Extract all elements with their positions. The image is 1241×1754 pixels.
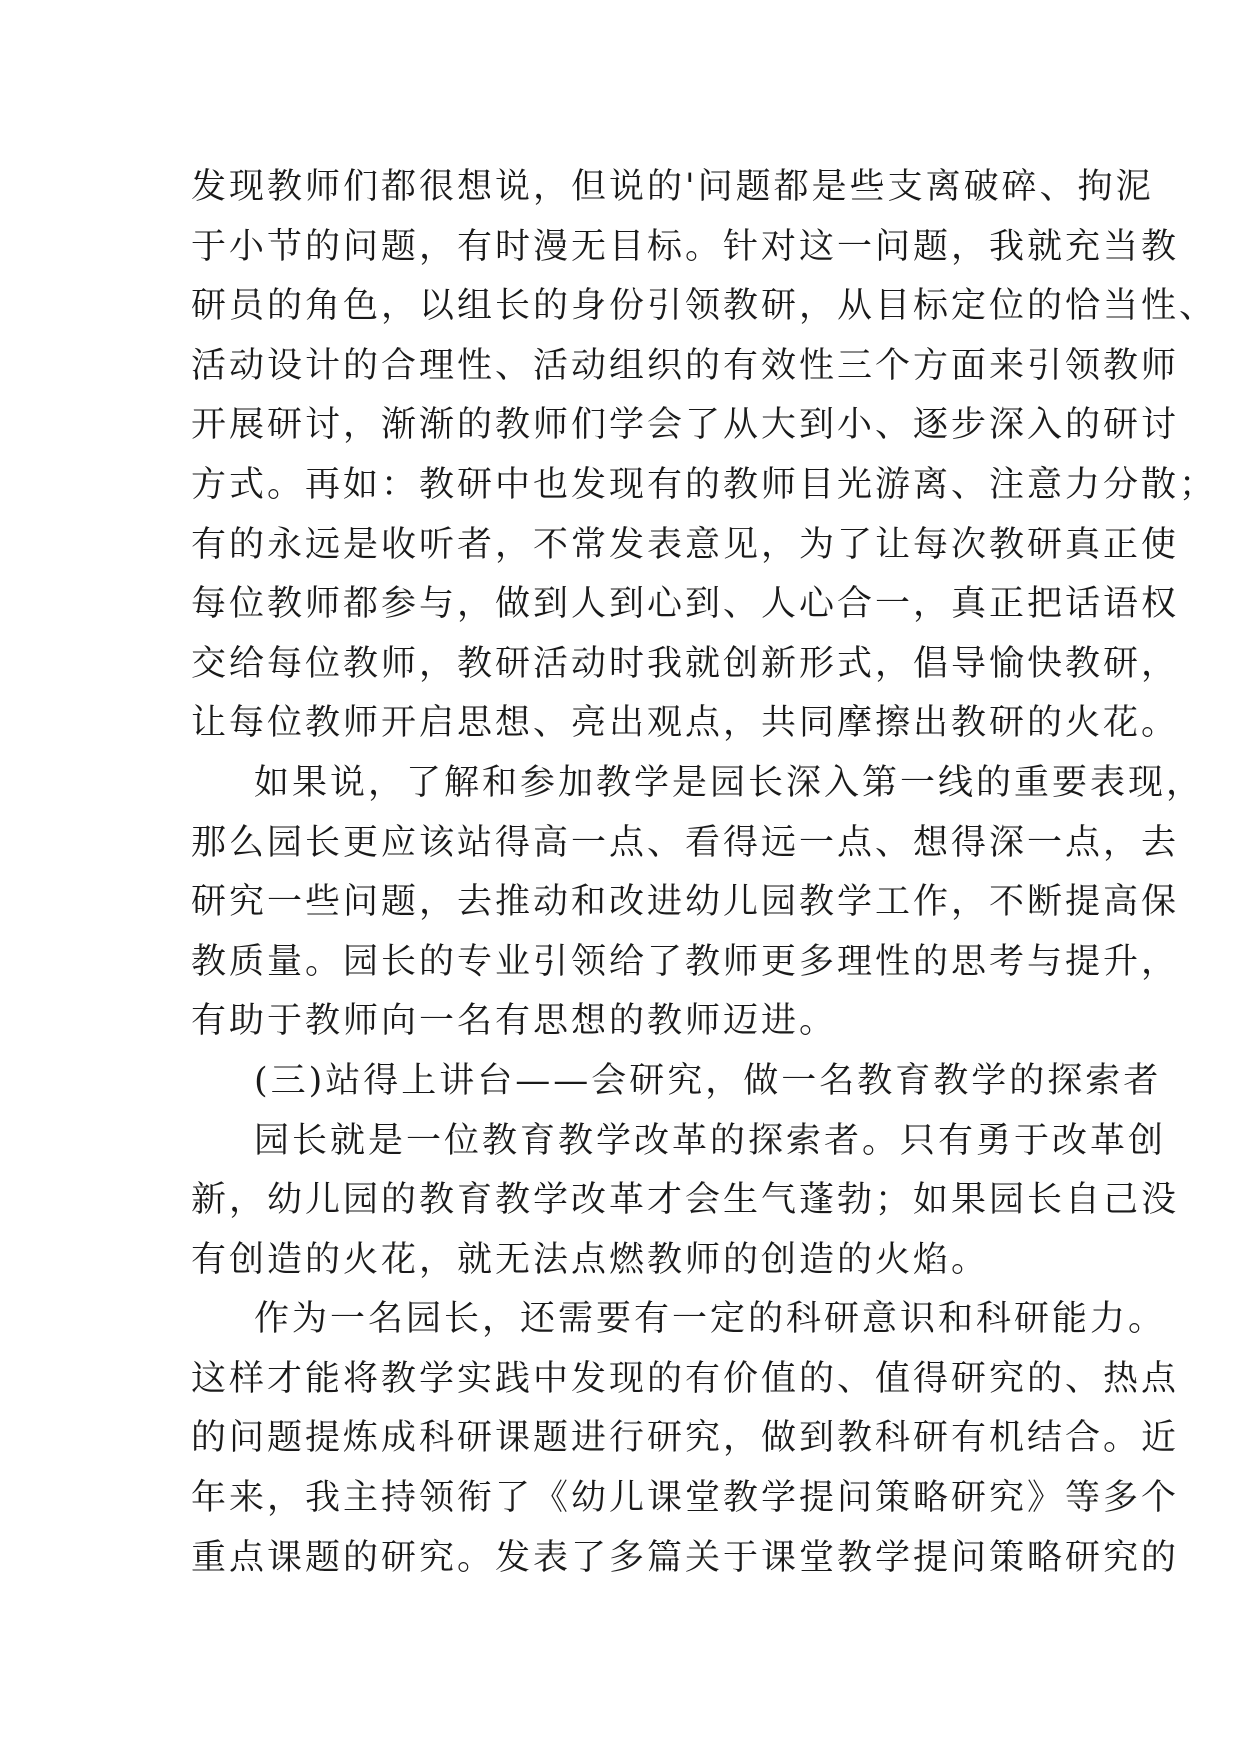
text-line: 发现教师们都很想说，但说的'问题都是些支离破碎、拘泥 [191, 167, 1154, 207]
text-line: 新，幼儿园的教育教学改革才会生气蓬勃；如果园长自己没 [191, 1180, 1180, 1221]
text-line: 的问题提炼成科研课题进行研究，做到教科研有机结合。近 [191, 1418, 1180, 1459]
text-line: 那么园长更应该站得高一点、看得远一点、想得深一点，去 [191, 822, 1180, 863]
text-line: 交给每位教师，教研活动时我就创新形式，倡导愉快教研， [191, 643, 1180, 684]
text-line: 活动设计的合理性、活动组织的有效性三个方面来引领教师 [191, 345, 1180, 386]
text-line: 方式。再如：教研中也发现有的教师目光游离、注意力分散； [191, 464, 1218, 505]
text-line: 研究一些问题，去推动和改进幼儿园教学工作，不断提高保 [191, 882, 1180, 923]
text-line: 如果说，了解和参加教学是园长深入第一线的重要表现， [254, 762, 1205, 803]
text-line: 教质量。园长的专业引领给了教师更多理性的思考与提升， [191, 941, 1180, 982]
text-line: 园长就是一位教育教学改革的探索者。只有勇于改革创 [254, 1120, 1167, 1161]
text-line: 让每位教师开启思想、亮出观点，共同摩擦出教研的火花。 [191, 703, 1180, 744]
text-line: 有助于教师向一名有思想的教师迈进。 [191, 1001, 838, 1042]
text-line: 这样才能将教学实践中发现的有价值的、值得研究的、热点 [191, 1358, 1180, 1399]
text-line: 有的永远是收听者，不常发表意见，为了让每次教研真正使 [191, 524, 1180, 565]
text-line: 重点课题的研究。发表了多篇关于课堂教学提问策略研究的 [191, 1537, 1180, 1578]
text-line: 有创造的火花，就无法点燃教师的创造的火焰。 [191, 1239, 990, 1280]
text-line: 年来，我主持领衔了《幼儿课堂教学提问策略研究》等多个 [191, 1478, 1180, 1519]
text-line: 开展研讨，渐渐的教师们学会了从大到小、逐步深入的研讨 [191, 405, 1180, 446]
document-body [191, 158, 1218, 1588]
text-line: 于小节的问题，有时漫无目标。针对这一问题，我就充当教 [191, 226, 1180, 267]
text-line: 作为一名园长，还需要有一定的科研意识和科研能力。 [254, 1299, 1167, 1340]
text-line: (三)站得上讲台——会研究，做一名教育教学的探索者 [254, 1060, 1162, 1101]
text-line: 研员的角色，以组长的身份引领教研，从目标定位的恰当性、 [191, 286, 1218, 327]
text-line: 每位教师都参与，做到人到心到、人心合一，真正把话语权 [191, 584, 1180, 625]
